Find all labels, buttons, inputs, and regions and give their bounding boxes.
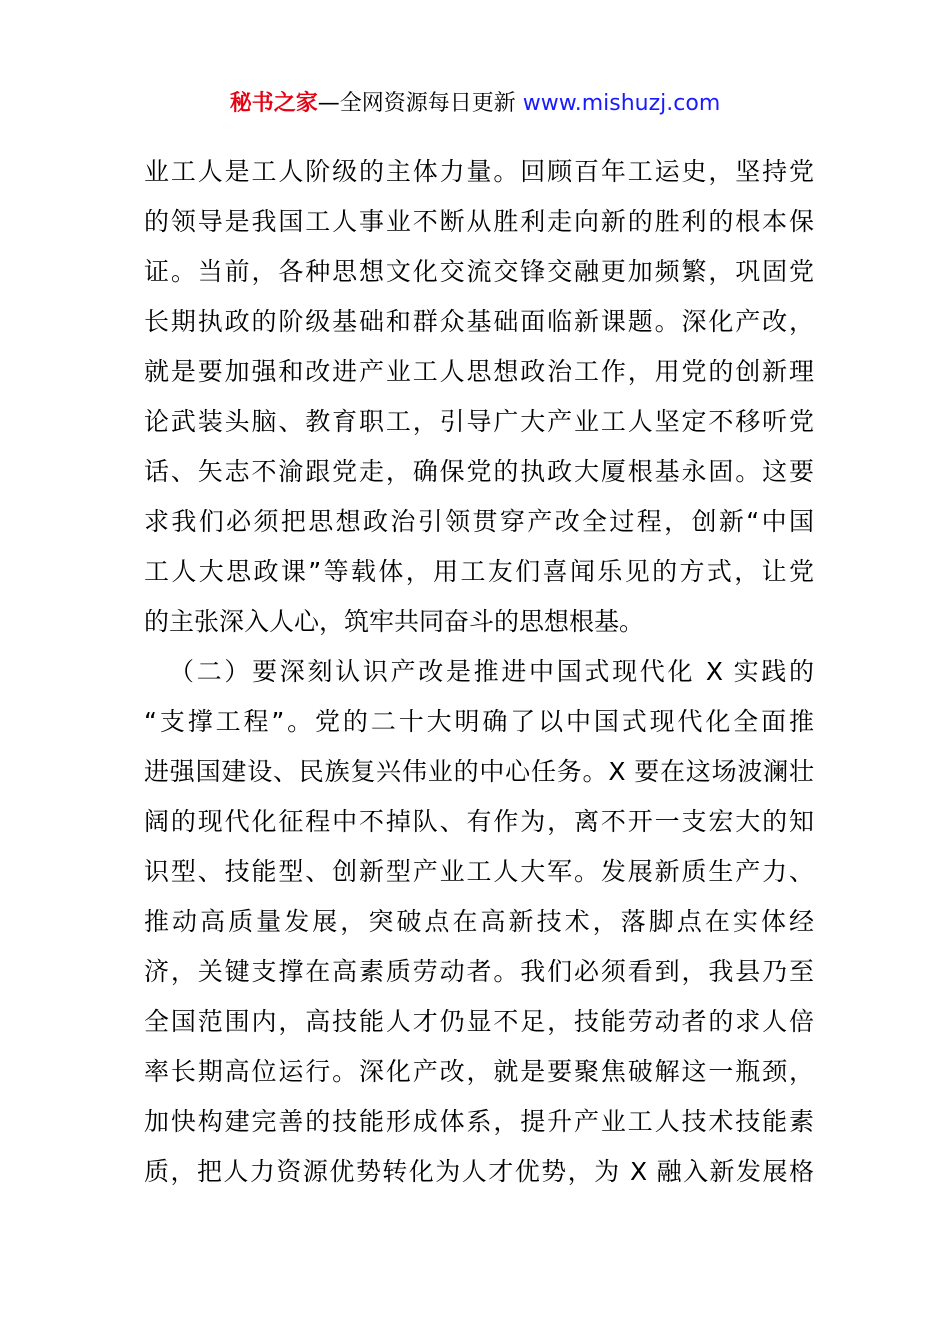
header-tagline: —全网资源每日更新	[317, 91, 523, 116]
text-line: 质，把人力资源优势转化为人才优势，为 X 融入新发展格	[144, 1157, 814, 1186]
text-line: 全国范围内，高技能人才仍显不足，技能劳动者的求人倍	[144, 1007, 814, 1036]
text-line: 业工人是工人阶级的主体力量。回顾百年工运史，坚持党	[144, 157, 814, 186]
text-line: 就是要加强和改进产业工人思想政治工作，用党的创新理	[144, 357, 814, 386]
section-heading-line: （二）要深刻认识产改是推进中国式现代化 X 实践的	[169, 657, 814, 686]
text-line: 求我们必须把思想政治引领贯穿产改全过程，创新“中国	[144, 507, 814, 536]
text-line: 工人大思政课”等载体，用工友们喜闻乐见的方式，让党	[144, 557, 814, 586]
document-body	[144, 147, 814, 1197]
text-line: “支撑工程”。党的二十大明确了以中国式现代化全面推	[144, 707, 814, 736]
paragraph-end-line: 的主张深入人心，筑牢共同奋斗的思想根基。	[144, 607, 645, 636]
header-brand: 秘书之家	[229, 91, 318, 116]
text-line: 率长期高位运行。深化产改，就是要聚焦破解这一瓶颈，	[144, 1057, 814, 1086]
text-line: 阔的现代化征程中不掉队、有作为，离不开一支宏大的知	[144, 807, 814, 836]
text-line: 济，关键支撑在高素质劳动者。我们必须看到，我县乃至	[144, 957, 814, 986]
text-line: 加快构建完善的技能形成体系，提升产业工人技术技能素	[144, 1107, 814, 1136]
text-line: 论武装头脑、教育职工，引导广大产业工人坚定不移听党	[144, 407, 814, 436]
text-line: 识型、技能型、创新型产业工人大军。发展新质生产力、	[144, 857, 814, 886]
text-line: 进强国建设、民族复兴伟业的中心任务。X 要在这场波澜壮	[144, 757, 814, 786]
header-url-link[interactable]: www.mishuzj.com	[522, 91, 721, 116]
text-line: 证。当前，各种思想文化交流交锋交融更加频繁，巩固党	[144, 257, 814, 286]
text-line: 的领导是我国工人事业不断从胜利走向新的胜利的根本保	[144, 207, 814, 236]
text-line: 话、矢志不渝跟党走，确保党的执政大厦根基永固。这要	[144, 457, 814, 486]
text-line: 推动高质量发展，突破点在高新技术，落脚点在实体经	[144, 907, 814, 936]
page-header	[0, 88, 950, 120]
text-line: 长期执政的阶级基础和群众基础面临新课题。深化产改，	[144, 307, 814, 336]
